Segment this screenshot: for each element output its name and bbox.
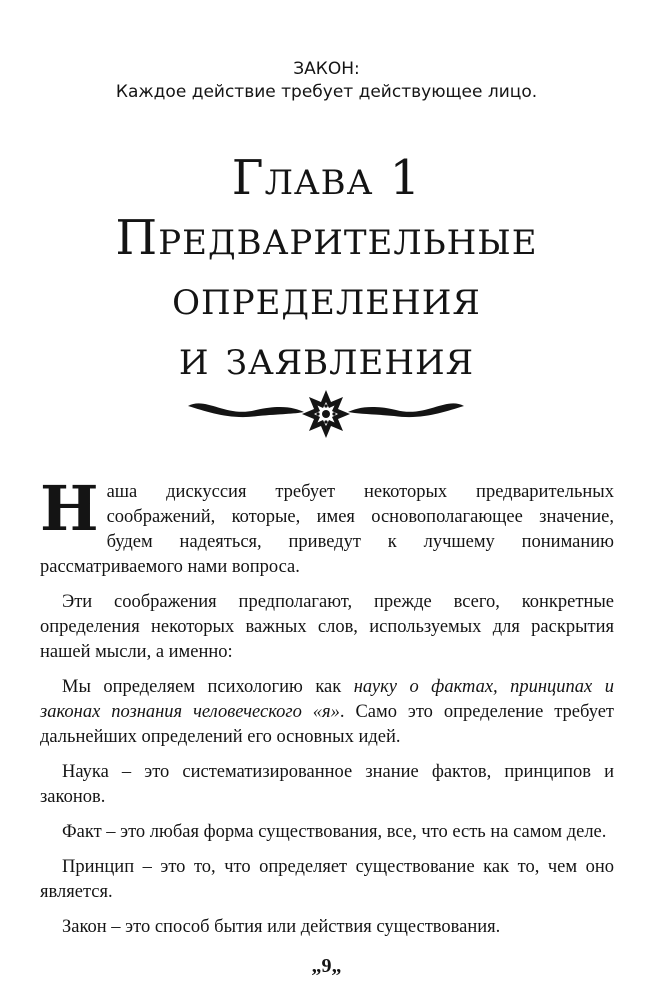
paragraph-5: Факт – это любая форма существования, все, что есть на самом деле. <box>62 822 607 842</box>
chapter-title-line-3: определения <box>172 270 481 326</box>
star-ornament-icon <box>186 384 466 444</box>
paragraph-6: Принцип – это то, что определяет существование как то, чем оно является. <box>40 857 614 902</box>
left-swash <box>188 403 304 417</box>
paragraph-2: Эти соображения предполагают, прежде всего, конкретные определения некоторых важных слов, используемых для раскрытия нашей мысли, а именно: <box>40 592 614 662</box>
star-center <box>322 410 330 418</box>
paragraph-3 <box>40 675 614 750</box>
paragraph-1 <box>40 472 614 580</box>
chapter-title-line-4: и заявления <box>178 330 475 386</box>
paragraph-3-start: Мы определяем психологию как <box>62 677 354 697</box>
epigraph <box>0 58 653 104</box>
epigraph-text: Каждое действие требует действующее лицо. <box>115 82 538 102</box>
right-swash <box>348 403 464 417</box>
chapter-title <box>0 148 653 388</box>
paragraph-4: Наука – это систематизированное знание фактов, принципов и законов. <box>40 762 614 807</box>
chapter-title-line-2: Предварительные <box>115 210 538 266</box>
paragraph-1-text: аша дискуссия требует некоторых предварительных соображений, которые, имея основополагающее значение, будем надеяться, приведут к лучшему пониманию рассматриваемого нами вопроса. <box>40 482 614 577</box>
drop-cap: Н <box>40 472 99 545</box>
epigraph-label: ЗАКОН: <box>293 59 360 79</box>
paragraph-7: Закон – это способ бытия или действия существования. <box>62 917 501 937</box>
chapter-title-line-1: Глава 1 <box>231 150 422 206</box>
paragraph-3-italic: науку о фактах, принципах и законах познания человеческого «я» <box>40 677 614 722</box>
page-number: „9„ <box>311 955 342 977</box>
paragraph-3-end: . Само это определение требует дальнейших определений его основных идей. <box>40 702 614 747</box>
body-text <box>40 472 614 950</box>
